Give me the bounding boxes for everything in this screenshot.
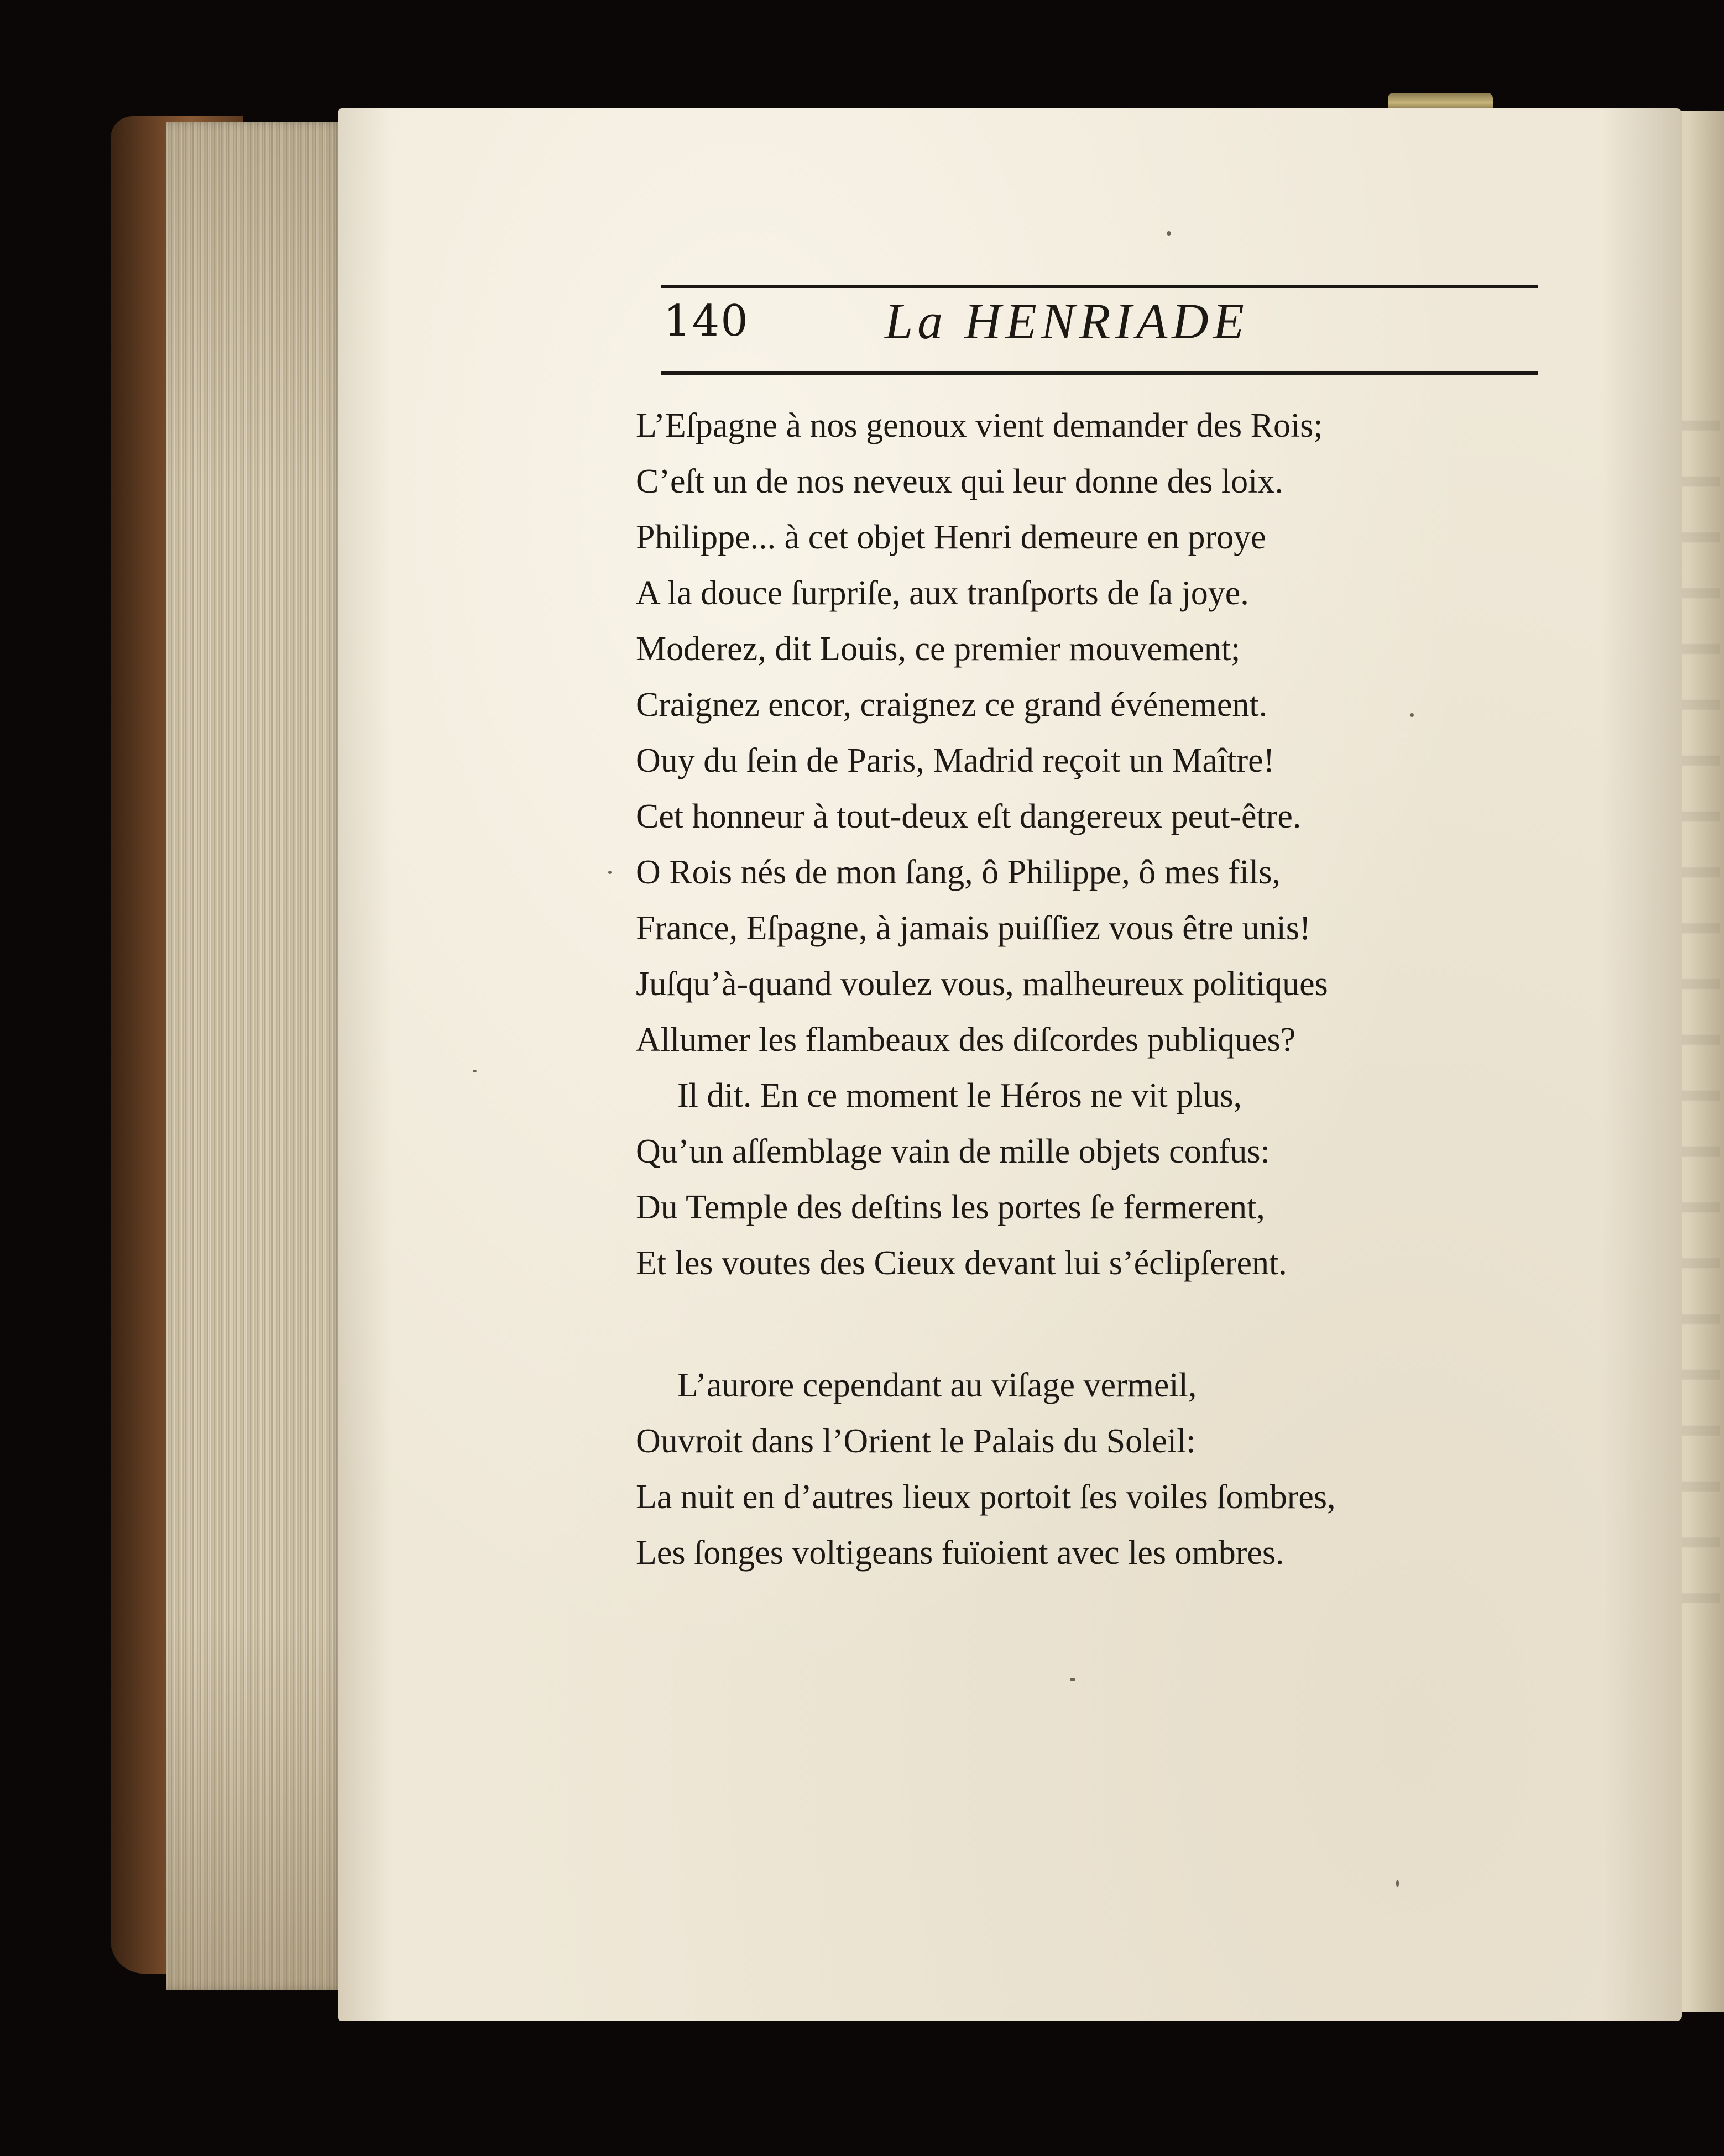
verse-line: Cet honneur à tout-deux eſt dangereux peut-être. <box>636 798 1302 835</box>
verse-line: Ouvroit dans l’Orient le Palais du Soleil: <box>636 1422 1196 1460</box>
verse-line: Qu’un aſſemblage vain de mille objets confus: <box>636 1133 1270 1170</box>
paper-speck <box>1167 231 1171 236</box>
stanza-break <box>636 1291 1438 1358</box>
verse-line: La nuit en d’autres lieux portoit ſes voiles ſombres, <box>636 1478 1336 1516</box>
verse-line: Allumer les flambeaux des diſcordes publiques? <box>636 1021 1296 1059</box>
verse-line: O Rois nés de mon ſang, ô Philippe, ô mes fils, <box>636 854 1281 891</box>
poem-text <box>636 398 1438 1581</box>
verse-line: Il dit. En ce moment le Héros ne vit plus, <box>677 1077 1242 1114</box>
verse-line: Philippe... à cet objet Henri demeure en proye <box>636 519 1266 556</box>
header-rule-top <box>661 285 1538 288</box>
page-edges-shade <box>166 122 343 1990</box>
verse-line: Craignez encor, craignez ce grand événement. <box>636 686 1268 724</box>
stanza-two <box>636 1358 1438 1581</box>
verse-line: France, Eſpagne, à jamais puiſſiez vous être unis! <box>636 909 1311 947</box>
verse-line: Ouy du ſein de Paris, Madrid reçoit un Maître! <box>636 742 1275 779</box>
verse-line: Moderez, dit Louis, ce premier mouvement; <box>636 630 1241 668</box>
paper-speck <box>1410 713 1414 717</box>
verse-line: L’Eſpagne à nos genoux vient demander des Rois; <box>636 407 1323 444</box>
verse-line: Et les voutes des Cieux devant lui s’éclipſerent. <box>636 1244 1287 1282</box>
paper-speck <box>608 871 612 874</box>
running-title: La HENRIADE <box>885 293 1248 349</box>
header-rule-bottom <box>661 371 1538 375</box>
verse-line: Du Temple des deſtins les portes ſe fermerent, <box>636 1189 1265 1226</box>
verse-line: L’aurore cependant au viſage vermeil, <box>677 1367 1197 1404</box>
verse-line: C’eſt un de nos neveux qui leur donne des loix. <box>636 463 1283 500</box>
verse-line: Juſqu’à-quand voulez vous, malheureux politiques <box>636 965 1328 1003</box>
page-number: 140 <box>664 296 749 346</box>
verse-line: Les ſonges voltigeans fuïoient avec les ombres. <box>636 1534 1284 1572</box>
stanza-one <box>636 398 1438 1291</box>
paper-speck <box>1070 1678 1075 1681</box>
paper-speck <box>473 1070 477 1072</box>
verse-line: A la douce ſurpriſe, aux tranſports de ſa joye. <box>636 574 1249 612</box>
paper-speck <box>1396 1880 1399 1887</box>
